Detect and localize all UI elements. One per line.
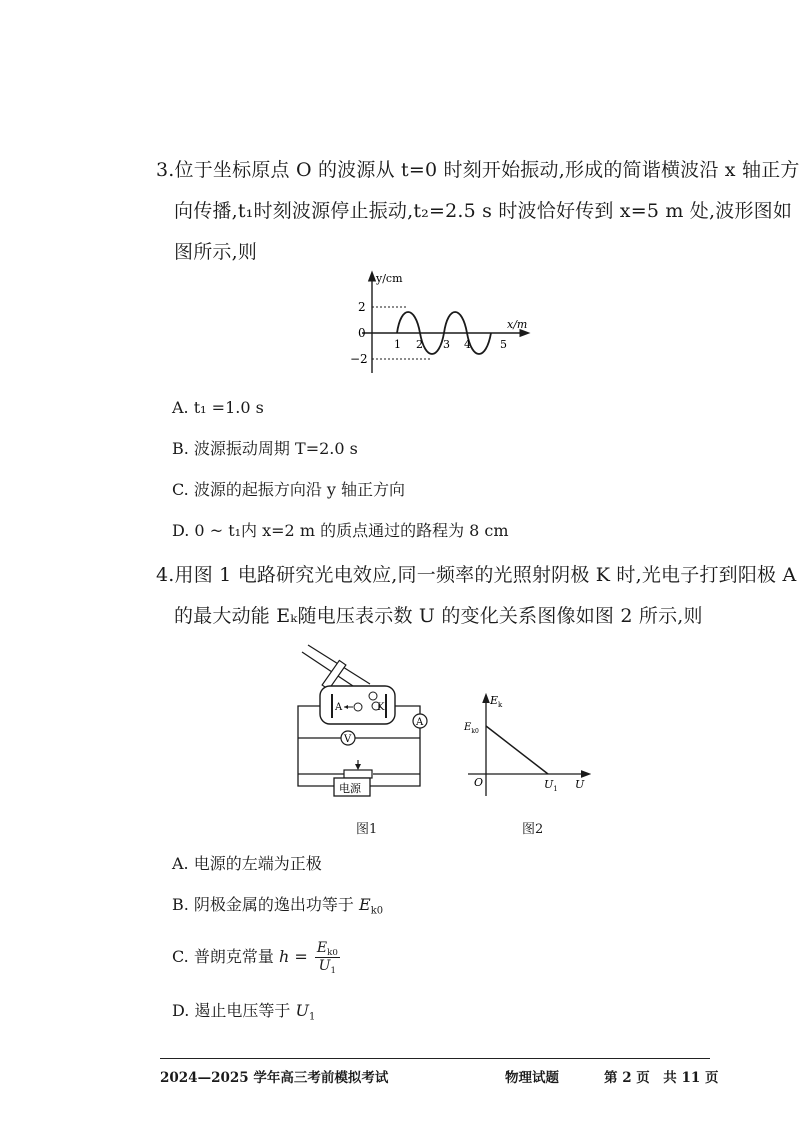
q4-number: 4. bbox=[156, 564, 175, 586]
q4-line1 bbox=[156, 563, 796, 587]
ek-y-label: $E_k$ bbox=[490, 694, 503, 709]
wave-graph bbox=[340, 268, 540, 383]
q4-option-c: C. 普朗克常量 h = $\frac{E_{k0}}{U_1}$ bbox=[172, 940, 338, 977]
ammeter-label: A bbox=[416, 717, 424, 728]
wave-y-label: y/cm bbox=[376, 272, 403, 285]
wave-x-tick-2: 2 bbox=[416, 338, 423, 351]
q3-line1 bbox=[156, 158, 800, 182]
q4-line2: 的最大动能 Eₖ随电压表示数 U 的变化关系图像如图 2 所示,则 bbox=[174, 605, 703, 627]
cathode-label: K bbox=[377, 702, 385, 713]
voltmeter-label: V bbox=[344, 734, 352, 745]
ek-intercept-label: $E_{k0}$ bbox=[464, 722, 479, 735]
footer-exam-title: 2024—2025 学年高三考前模拟考试 bbox=[160, 1070, 389, 1086]
q3-line2: 向传播,t₁时刻波源停止振动,t₂=2.5 s 时波恰好传到 x=5 m 处,波形图如 bbox=[174, 200, 793, 222]
planck-fraction: $\frac{E_{k0}}{U_1}$ bbox=[316, 940, 338, 977]
q4-text-line1: 用图 1 电路研究光电效应,同一频率的光照射阴极 K 时,光电子打到阳极 A bbox=[174, 564, 797, 586]
footer-subject: 物理试题 bbox=[505, 1070, 559, 1086]
rheostat bbox=[344, 770, 372, 778]
footer-page-number: 第 2 页 共 11 页 bbox=[604, 1070, 719, 1086]
q4-option-a: A. 电源的左端为正极 bbox=[172, 854, 322, 873]
figure1-caption: 图1 bbox=[356, 822, 378, 837]
wave-x-label: x/m bbox=[507, 318, 528, 331]
q4-option-b: B. 阴极金属的逸出功等于 $E_{k0}$ bbox=[172, 895, 384, 917]
q3-line3: 图所示,则 bbox=[174, 241, 258, 263]
wave-y-tick-2: 2 bbox=[358, 300, 366, 314]
wave-x-tick-4: 4 bbox=[464, 338, 471, 351]
circuit-diagram bbox=[288, 640, 440, 812]
wave-x-tick-3: 3 bbox=[443, 338, 450, 351]
ek-origin-label: O bbox=[474, 776, 484, 789]
q3-option-d: D. 0 ~ t₁内 x=2 m 的质点通过的路程为 8 cm bbox=[172, 521, 509, 540]
power-supply-label: 电源 bbox=[339, 782, 361, 795]
ek-u-graph bbox=[460, 692, 600, 804]
q4-option-d: D. 遏止电压等于 $U_1$ bbox=[172, 1001, 316, 1023]
footer-rule bbox=[160, 1058, 710, 1059]
wave-x-tick-5: 5 bbox=[500, 338, 507, 351]
q3-text-line1: 位于坐标原点 O 的波源从 t=0 时刻开始振动,形成的简谐横波沿 x 轴正方 bbox=[174, 159, 800, 181]
ek-x-label: U bbox=[575, 778, 585, 791]
q3-option-a: A. t₁ =1.0 s bbox=[172, 398, 264, 417]
wave-y-tick-0: 0 bbox=[358, 326, 366, 340]
anode-label: A bbox=[335, 702, 343, 713]
q3-option-c: C. 波源的起振方向沿 y 轴正方向 bbox=[172, 480, 406, 499]
ek-line bbox=[486, 726, 548, 774]
q3-number: 3. bbox=[156, 159, 175, 181]
figure2-caption: 图2 bbox=[522, 822, 544, 837]
ek-u1-label: $U_1$ bbox=[544, 778, 558, 793]
q3-option-b: B. 波源振动周期 T=2.0 s bbox=[172, 439, 358, 458]
wave-y-tick-neg2: −2 bbox=[350, 352, 368, 366]
wave-x-tick-1: 1 bbox=[394, 338, 401, 351]
light-window bbox=[322, 660, 346, 689]
